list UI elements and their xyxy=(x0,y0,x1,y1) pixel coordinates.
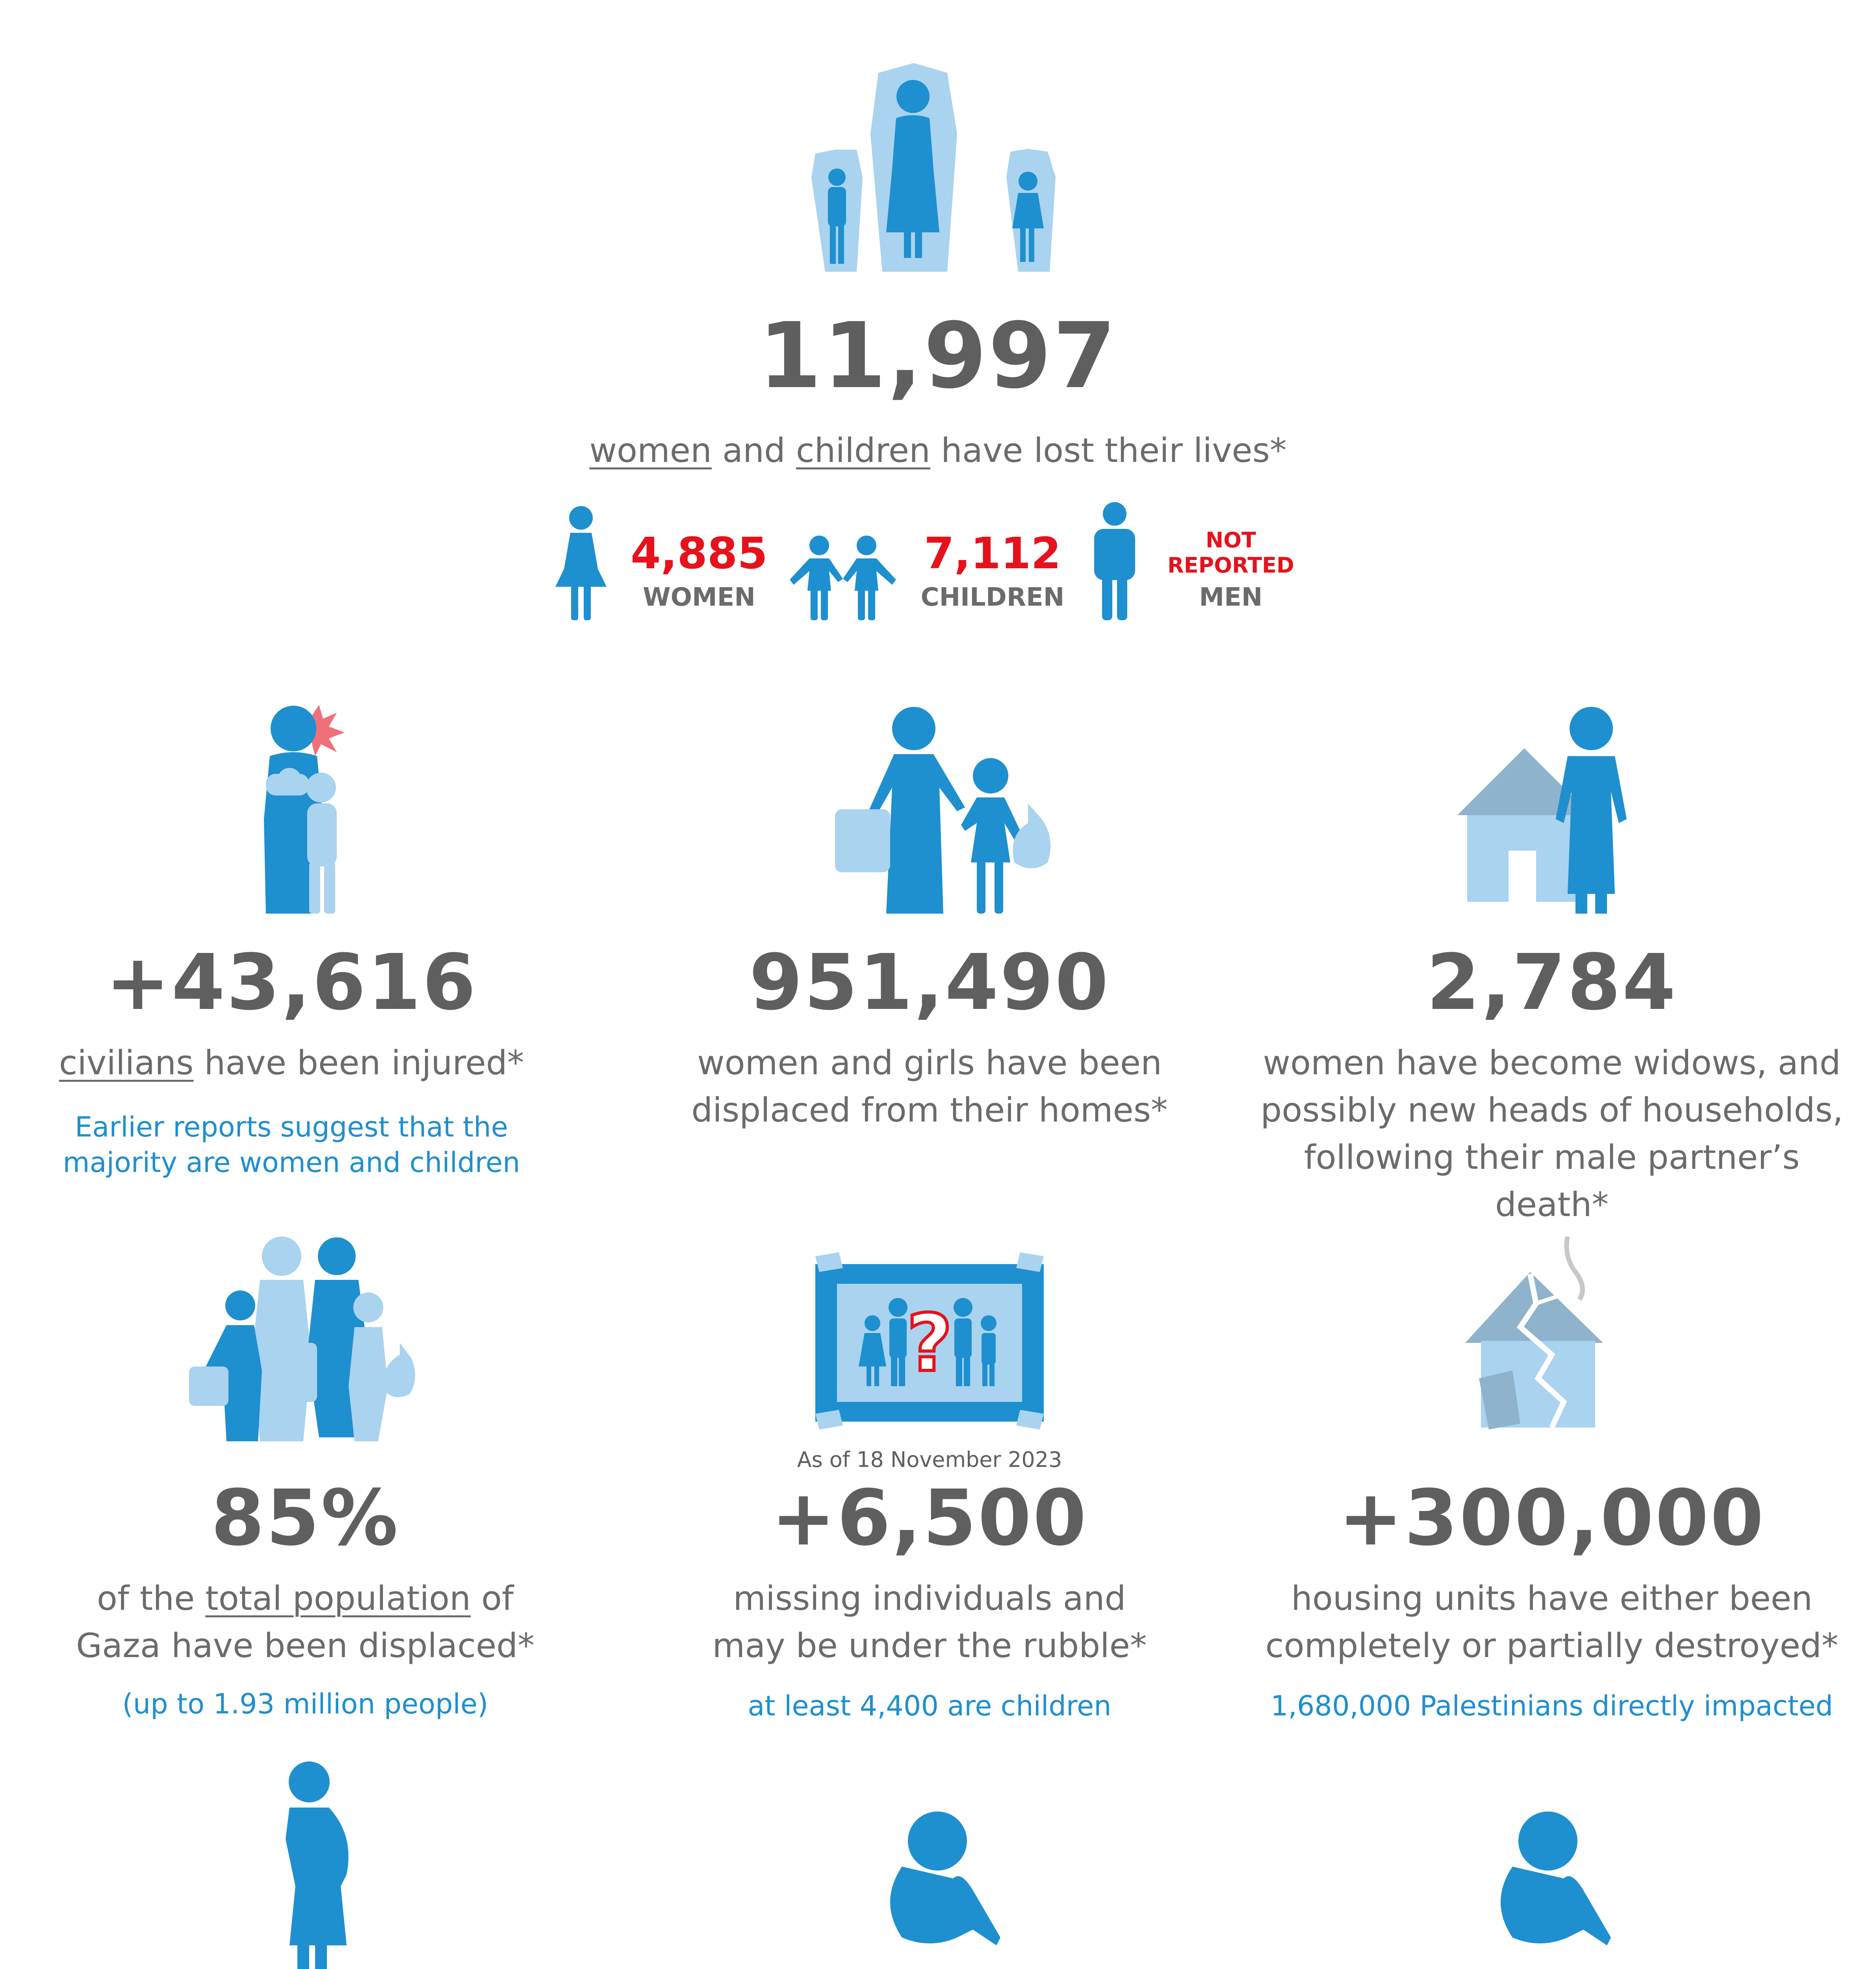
widows-desc-2: possibly new heads of households, xyxy=(1260,1091,1843,1130)
sitting-child-icon xyxy=(1485,1811,1611,1945)
population-note: (up to 1.93 million people) xyxy=(122,1688,488,1720)
men-reported: REPORTED xyxy=(1167,553,1294,578)
pregnant-woman-icon xyxy=(278,1760,356,1969)
widows-desc-1: women have become widows, and xyxy=(1263,1044,1841,1083)
woman-icon xyxy=(551,506,610,620)
children-value: 7,112 xyxy=(924,528,1061,578)
injured-note-2: majority are women and children xyxy=(63,1146,520,1179)
housing-note: 1,680,000 Palestinians directly impacted xyxy=(1271,1690,1833,1722)
destroyed-house-icon xyxy=(1457,1237,1631,1429)
injured-mother-icon xyxy=(242,701,353,914)
sitting-child-icon xyxy=(874,1811,1000,1945)
missing-desc-1: missing individuals and xyxy=(733,1579,1126,1618)
widows-value: 2,784 xyxy=(1426,938,1677,1027)
missing-note: at least 4,400 are children xyxy=(748,1690,1111,1722)
children-icon xyxy=(788,536,898,620)
displaced-woman-girl-icon xyxy=(835,705,1056,914)
missing-date: As of 18 November 2023 xyxy=(797,1447,1062,1472)
housing-value: +300,000 xyxy=(1338,1473,1765,1563)
population-value: 85% xyxy=(211,1473,400,1563)
svg-text:?: ? xyxy=(906,1298,953,1389)
widows-desc-3: following their male partner’s death* xyxy=(1304,1138,1800,1224)
population-desc-2: Gaza have been displaced* xyxy=(76,1626,534,1665)
men-not: NOT xyxy=(1206,528,1256,553)
missing-value: +6,500 xyxy=(771,1473,1088,1563)
injured-description: civilians have been injured* xyxy=(59,1044,524,1083)
hero-value: 11,997 xyxy=(758,304,1118,409)
population-desc-1: of the total population of xyxy=(96,1579,514,1618)
hero-desc-women: women xyxy=(589,431,712,470)
housing-desc-2: completely or partially destroyed* xyxy=(1265,1626,1839,1665)
women-label: WOMEN xyxy=(643,583,755,612)
widow-house-icon xyxy=(1457,705,1635,914)
injured-note-1: Earlier reports suggest that the xyxy=(75,1111,508,1143)
children-label: CHILDREN xyxy=(920,583,1065,612)
hero-desc-children: children xyxy=(796,431,930,470)
women-value: 4,885 xyxy=(631,528,768,578)
injured-value: +43,616 xyxy=(106,938,477,1027)
coffins-icon xyxy=(811,59,1067,272)
men-label: MEN xyxy=(1199,583,1263,612)
displaced-women-desc-1: women and girls have been xyxy=(697,1044,1162,1083)
displaced-women-value: 951,490 xyxy=(749,938,1110,1027)
hero-description: women and children have lost their lives* xyxy=(589,431,1287,470)
displaced-women-desc-2: displaced from their homes* xyxy=(691,1091,1168,1130)
displaced-family-icon xyxy=(189,1237,418,1441)
missing-desc-2: may be under the rubble* xyxy=(712,1626,1147,1665)
man-icon xyxy=(1091,502,1138,620)
housing-desc-1: housing units have either been xyxy=(1291,1579,1813,1618)
missing-family-frame-icon xyxy=(815,1252,1044,1429)
